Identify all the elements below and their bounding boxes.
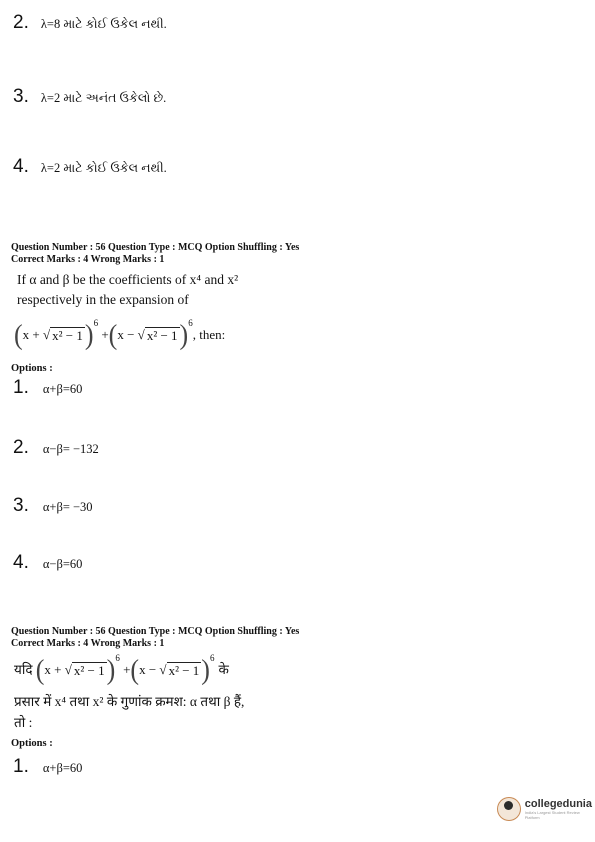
expr-sqrt: x² − 1: [168, 662, 200, 678]
option-row: [13, 86, 166, 108]
option-number: 4.: [13, 552, 29, 573]
options-label: Options :: [11, 738, 53, 749]
expr-plus: +: [101, 327, 109, 342]
question-text-line: तो :: [14, 715, 33, 730]
right-paren: ): [179, 318, 189, 351]
option-text: λ=2 માટે અનંત ઉકેલો છે.: [40, 91, 167, 105]
left-paren: (: [35, 653, 45, 686]
option-row: [13, 495, 93, 517]
option-row: [13, 156, 167, 178]
then-text: , then:: [192, 327, 226, 342]
option-text: α+β=60: [42, 382, 83, 396]
collegedunia-logo: [497, 797, 595, 821]
option-text: α−β= −132: [42, 442, 99, 456]
left-paren: (: [108, 318, 118, 351]
expr-sqrt: x² − 1: [146, 327, 178, 343]
hindi-prefix: यदि: [14, 662, 33, 677]
expr-exponent: 6: [188, 318, 193, 328]
question-meta: Question Number : 56 Question Type : MCQ Option Shuffling : Yes: [11, 626, 300, 637]
question-marks: Correct Marks : 4 Wrong Marks : 1: [11, 638, 165, 649]
right-paren: ): [84, 318, 94, 351]
logo-name: collegedunia: [524, 798, 592, 810]
question-text-line: If α and β be the coefficients of x⁴ and x²: [17, 272, 239, 287]
expr-x: x: [117, 327, 124, 342]
option-row: [13, 377, 82, 399]
option-row: [13, 756, 82, 778]
option-row: [13, 12, 167, 34]
expr-plus: +: [54, 662, 62, 677]
logo-tagline: India's Largest Student Review Platform: [524, 810, 580, 820]
hindi-suffix: के: [218, 662, 229, 677]
expr-exponent: 6: [115, 653, 120, 663]
expr-minus: −: [127, 327, 135, 342]
option-number: 3.: [13, 495, 29, 516]
expr-sqrt: x² − 1: [73, 662, 105, 678]
expr-minus: −: [148, 662, 157, 677]
option-text: α+β= −30: [42, 500, 93, 514]
left-paren: (: [130, 653, 140, 686]
hindi-expression-line: यदि ( x + √ x² − 1 ) 6 + ( x − √ x² − 1 ) 6 के: [14, 653, 229, 686]
option-text: α−β=60: [42, 557, 83, 571]
binomial-expression: ( x + √ x² − 1 ) 6 + ( x − √ x² − 1 ) 6 , then:: [14, 318, 226, 351]
option-number: 4.: [13, 156, 29, 177]
option-text: λ=8 માટે કોઈ ઉકેલ નથી.: [40, 17, 167, 31]
expr-plus: +: [32, 327, 40, 342]
option-row: [13, 552, 82, 574]
option-number: 2.: [13, 437, 29, 458]
expr-x: x: [139, 662, 146, 677]
options-label: Options :: [11, 363, 53, 374]
expr-sqrt: x² − 1: [52, 327, 83, 343]
question-text-line: प्रसार में x⁴ तथा x² के गुणांक क्रमश: α तथा β हैं,: [14, 694, 245, 709]
question-meta: Question Number : 56 Question Type : MCQ Option Shuffling : Yes: [11, 242, 300, 253]
expr-x: x: [22, 327, 30, 342]
expr-x: x: [44, 662, 51, 677]
logo-mascot-icon: [497, 797, 521, 821]
question-marks: Correct Marks : 4 Wrong Marks : 1: [11, 254, 165, 265]
option-number: 3.: [13, 86, 29, 107]
right-paren: ): [201, 653, 210, 686]
option-number: 1.: [13, 756, 29, 777]
option-text: α+β=60: [42, 761, 83, 775]
right-paren: ): [106, 653, 116, 686]
expr-exponent: 6: [93, 318, 99, 328]
expr-plus: +: [123, 662, 131, 677]
question-text-line: respectively in the expansion of: [17, 292, 189, 307]
option-row: [13, 437, 99, 459]
expr-exponent: 6: [209, 653, 215, 663]
option-text: λ=2 માટે કોઈ ઉકેલ નથી.: [40, 161, 167, 175]
option-number: 2.: [13, 12, 29, 33]
option-number: 1.: [13, 377, 29, 398]
left-paren: (: [14, 318, 23, 351]
